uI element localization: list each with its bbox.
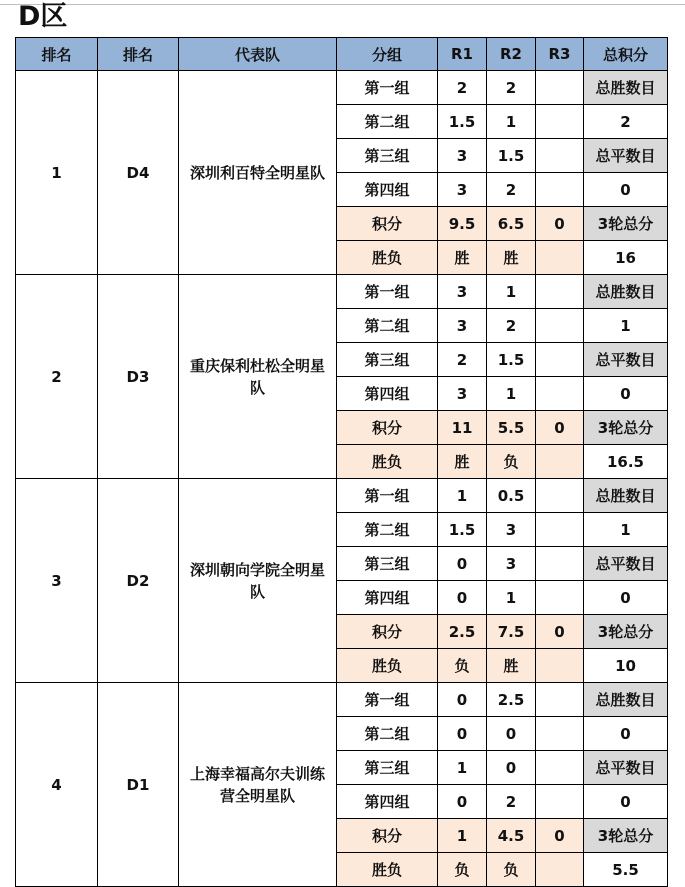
- group-r2-score: 1.5: [487, 139, 536, 173]
- header-r1: R1: [438, 38, 487, 71]
- group-r3-score: [536, 683, 584, 717]
- score-r2: 4.5: [487, 819, 536, 853]
- result-r2: 负: [487, 853, 536, 887]
- header-r2: R2: [487, 38, 536, 71]
- group-r2-score: 1: [487, 581, 536, 615]
- header-rank-code: 排名: [98, 38, 179, 71]
- group-label: 第一组: [337, 275, 438, 309]
- team-name: 深圳朝向学院全明星队: [179, 479, 337, 683]
- header-row: [16, 38, 668, 71]
- total-draws-label: 总平数目: [584, 751, 668, 785]
- result-r3: [536, 649, 584, 683]
- team-rank: 2: [16, 275, 98, 479]
- total-wins-label: 总胜数目: [584, 275, 668, 309]
- total-draws-label: 总平数目: [584, 547, 668, 581]
- group-r3-score: [536, 547, 584, 581]
- total-wins-value: 1: [584, 309, 668, 343]
- total-wins-label: 总胜数目: [584, 71, 668, 105]
- team-rank: 4: [16, 683, 98, 887]
- score-r1: 9.5: [438, 207, 487, 241]
- team-name: 重庆保利杜松全明星队: [179, 275, 337, 479]
- total-score-value: 10: [584, 649, 668, 683]
- team-rank: 1: [16, 71, 98, 275]
- score-label: 积分: [337, 207, 438, 241]
- result-r2: 胜: [487, 649, 536, 683]
- result-r1: 胜: [438, 445, 487, 479]
- total-score-value: 16.5: [584, 445, 668, 479]
- group-r2-score: 1: [487, 377, 536, 411]
- result-r1: 胜: [438, 241, 487, 275]
- page-title: D区: [18, 1, 68, 32]
- group-r1-score: 3: [438, 173, 487, 207]
- result-r3: [536, 853, 584, 887]
- header-team: 代表队: [179, 38, 337, 71]
- header-group: 分组: [337, 38, 438, 71]
- total-draws-value: 0: [584, 581, 668, 615]
- result-r3: [536, 241, 584, 275]
- group-label: 第三组: [337, 751, 438, 785]
- group-r2-score: 1: [487, 105, 536, 139]
- table-row: [16, 71, 668, 105]
- total-score-value: 5.5: [584, 853, 668, 887]
- group-r1-score: 0: [438, 547, 487, 581]
- group-r1-score: 3: [438, 377, 487, 411]
- top-border-line: [0, 4, 685, 5]
- group-r3-score: [536, 581, 584, 615]
- group-r3-score: [536, 479, 584, 513]
- group-label: 第二组: [337, 309, 438, 343]
- group-r3-score: [536, 751, 584, 785]
- group-r2-score: 0: [487, 717, 536, 751]
- group-r1-score: 3: [438, 309, 487, 343]
- group-r2-score: 3: [487, 513, 536, 547]
- group-r1-score: 0: [438, 717, 487, 751]
- group-r1-score: 2: [438, 343, 487, 377]
- total-wins-value: 2: [584, 105, 668, 139]
- group-label: 第四组: [337, 785, 438, 819]
- team-code: D1: [98, 683, 179, 887]
- result-label: 胜负: [337, 445, 438, 479]
- result-r3: [536, 445, 584, 479]
- team-rank: 3: [16, 479, 98, 683]
- score-r2: 5.5: [487, 411, 536, 445]
- group-r3-score: [536, 785, 584, 819]
- group-label: 第三组: [337, 547, 438, 581]
- group-r1-score: 1.5: [438, 513, 487, 547]
- group-label: 第一组: [337, 683, 438, 717]
- result-r1: 负: [438, 853, 487, 887]
- group-r1-score: 1.5: [438, 105, 487, 139]
- group-r3-score: [536, 173, 584, 207]
- total-draws-value: 0: [584, 173, 668, 207]
- group-r2-score: 2: [487, 785, 536, 819]
- score-r2: 7.5: [487, 615, 536, 649]
- total-wins-value: 1: [584, 513, 668, 547]
- group-label: 第四组: [337, 173, 438, 207]
- total-wins-value: 0: [584, 717, 668, 751]
- header-r3: R3: [536, 38, 584, 71]
- total-wins-label: 总胜数目: [584, 479, 668, 513]
- group-label: 第三组: [337, 343, 438, 377]
- group-r1-score: 2: [438, 71, 487, 105]
- score-r3: 0: [536, 819, 584, 853]
- result-r1: 负: [438, 649, 487, 683]
- table-row: [16, 683, 668, 717]
- group-r1-score: 0: [438, 785, 487, 819]
- total-score-label: 3轮总分: [584, 615, 668, 649]
- total-draws-value: 0: [584, 785, 668, 819]
- group-r3-score: [536, 71, 584, 105]
- group-label: 第一组: [337, 479, 438, 513]
- score-r3: 0: [536, 411, 584, 445]
- standings-body: [16, 71, 668, 887]
- group-r2-score: 2: [487, 71, 536, 105]
- group-r2-score: 0.5: [487, 479, 536, 513]
- group-r3-score: [536, 513, 584, 547]
- group-r3-score: [536, 343, 584, 377]
- total-draws-label: 总平数目: [584, 139, 668, 173]
- group-r3-score: [536, 377, 584, 411]
- total-draws-value: 0: [584, 377, 668, 411]
- group-r1-score: 1: [438, 479, 487, 513]
- total-score-value: 16: [584, 241, 668, 275]
- score-r3: 0: [536, 615, 584, 649]
- total-score-label: 3轮总分: [584, 819, 668, 853]
- team-code: D4: [98, 71, 179, 275]
- header-total: 总积分: [584, 38, 668, 71]
- group-r3-score: [536, 275, 584, 309]
- group-label: 第三组: [337, 139, 438, 173]
- team-code: D2: [98, 479, 179, 683]
- group-r2-score: 2.5: [487, 683, 536, 717]
- group-label: 第四组: [337, 581, 438, 615]
- group-label: 第二组: [337, 717, 438, 751]
- score-label: 积分: [337, 819, 438, 853]
- total-score-label: 3轮总分: [584, 411, 668, 445]
- score-label: 积分: [337, 411, 438, 445]
- group-r3-score: [536, 105, 584, 139]
- total-score-label: 3轮总分: [584, 207, 668, 241]
- team-name: 深圳利百特全明星队: [179, 71, 337, 275]
- group-label: 第二组: [337, 513, 438, 547]
- score-r3: 0: [536, 207, 584, 241]
- table-row: [16, 479, 668, 513]
- table-row: [16, 275, 668, 309]
- group-r1-score: 0: [438, 581, 487, 615]
- group-label: 第二组: [337, 105, 438, 139]
- group-r2-score: 1.5: [487, 343, 536, 377]
- total-draws-label: 总平数目: [584, 343, 668, 377]
- group-r3-score: [536, 717, 584, 751]
- group-label: 第四组: [337, 377, 438, 411]
- score-r1: 11: [438, 411, 487, 445]
- standings-table: [15, 37, 668, 887]
- score-label: 积分: [337, 615, 438, 649]
- group-r1-score: 1: [438, 751, 487, 785]
- result-label: 胜负: [337, 649, 438, 683]
- group-r2-score: 2: [487, 173, 536, 207]
- group-r1-score: 3: [438, 275, 487, 309]
- group-r2-score: 2: [487, 309, 536, 343]
- group-r2-score: 1: [487, 275, 536, 309]
- result-r2: 负: [487, 445, 536, 479]
- group-r2-score: 0: [487, 751, 536, 785]
- score-r1: 2.5: [438, 615, 487, 649]
- result-label: 胜负: [337, 241, 438, 275]
- header-rank: 排名: [16, 38, 98, 71]
- group-r1-score: 3: [438, 139, 487, 173]
- result-label: 胜负: [337, 853, 438, 887]
- group-r3-score: [536, 139, 584, 173]
- group-r2-score: 3: [487, 547, 536, 581]
- total-wins-label: 总胜数目: [584, 683, 668, 717]
- score-r2: 6.5: [487, 207, 536, 241]
- team-name: 上海幸福高尔夫训练营全明星队: [179, 683, 337, 887]
- team-code: D3: [98, 275, 179, 479]
- group-label: 第一组: [337, 71, 438, 105]
- group-r1-score: 0: [438, 683, 487, 717]
- result-r2: 胜: [487, 241, 536, 275]
- score-r1: 1: [438, 819, 487, 853]
- group-r3-score: [536, 309, 584, 343]
